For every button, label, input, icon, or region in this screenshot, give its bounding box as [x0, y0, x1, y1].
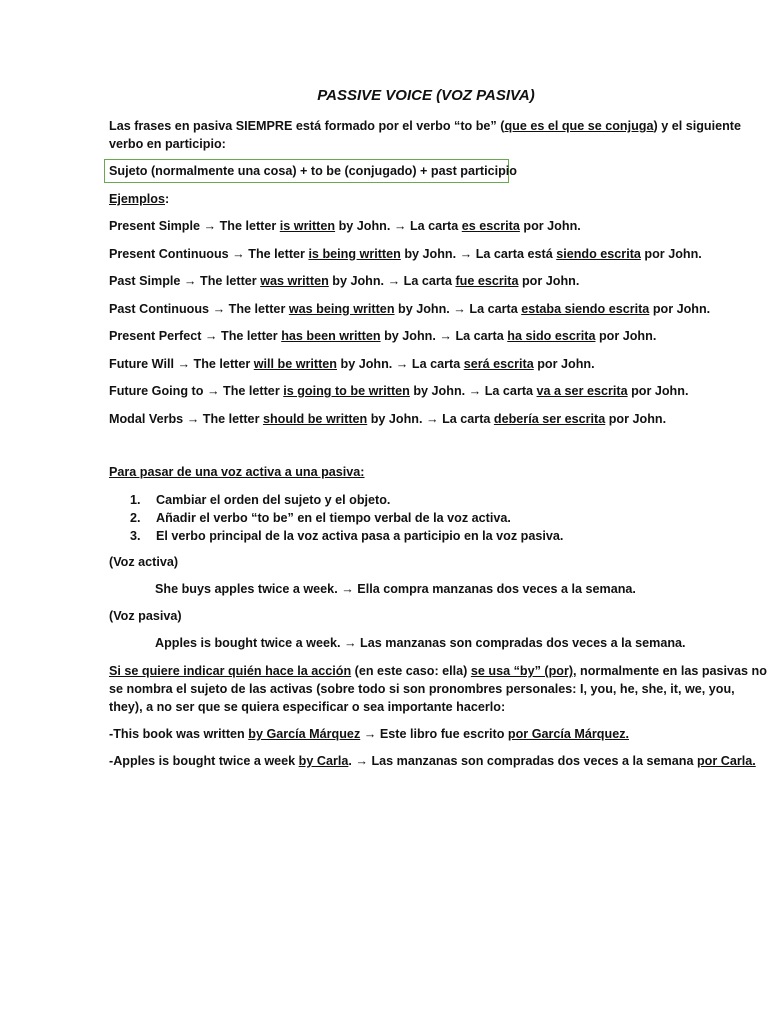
example-row	[109, 412, 666, 426]
example-es-end: por John.	[652, 301, 711, 316]
step-number: 2.	[130, 511, 141, 525]
step-item	[130, 527, 563, 545]
example-es-pre: La carta	[403, 274, 452, 288]
arrow-icon: →	[426, 411, 439, 426]
steps-list	[130, 491, 563, 545]
passive-example-es: Las manzanas son compradas dos veces a la semana.	[360, 636, 686, 650]
examples-heading	[109, 192, 169, 206]
example-en-mid: by John.	[404, 246, 457, 261]
example-es-verb: debería ser escrita	[493, 411, 606, 426]
agent-example-2	[109, 754, 756, 768]
example-en-mid: by John.	[340, 356, 393, 371]
intro-text: Las frases en pasiva SIEMPRE está formado por el verbo “to be” (	[109, 119, 505, 133]
example-es-pre: La carta	[469, 301, 518, 316]
example-es-end: por John.	[521, 274, 580, 288]
example-en-pre: The letter	[202, 411, 260, 426]
agent-example-2-pre: -Apples is bought twice a week	[109, 754, 299, 768]
agent-text-1: (en este caso: ella)	[351, 664, 471, 678]
agent-example-1-u2: por García Márquez.	[507, 727, 629, 741]
example-en-mid: by John.	[338, 219, 391, 233]
step-text: El verbo principal de la voz activa pasa a participio en la voz pasiva.	[156, 529, 564, 543]
example-es-pre: La carta	[455, 329, 504, 343]
intro-line-2: verbo en participio:	[109, 137, 226, 151]
step-text: Añadir el verbo “to be” en el tiempo verbal de la voz activa.	[156, 511, 511, 525]
example-tense: Modal Verbs	[109, 411, 184, 426]
agent-text-2: normalmente en las pasivas no	[576, 664, 767, 678]
arrow-icon: →	[393, 219, 407, 233]
arrow-icon: →	[453, 301, 466, 316]
example-tense: Future Will	[109, 356, 174, 371]
intro-underlined: que es el que se conjuga	[504, 119, 654, 133]
example-es-end: por John.	[598, 329, 657, 343]
example-es-end: por John.	[523, 219, 581, 233]
example-row	[109, 274, 579, 288]
passive-example-en: Apples is bought twice a week.	[155, 636, 341, 650]
example-es-end: por John.	[644, 246, 702, 261]
agent-underlined-1: Si se quiere indicar quién hace la acción	[109, 664, 352, 678]
active-label: (Voz activa)	[109, 555, 179, 569]
conversion-heading: Para pasar de una voz activa a una pasiva:	[109, 465, 365, 479]
agent-example-2-u: by Carla	[298, 754, 349, 768]
agent-example-1-mid: Este libro fue escrito	[376, 727, 508, 741]
example-tense: Past Continuous	[109, 301, 210, 316]
formula-box: Sujeto (normalmente una cosa) + to be (conjugado) + past participio	[104, 159, 509, 183]
example-row	[109, 247, 702, 261]
example-en-mid: by John.	[413, 384, 466, 398]
example-es-verb: fue escrita	[455, 274, 519, 288]
example-en-verb: was being written	[288, 301, 395, 316]
example-en-verb: is going to be written	[283, 384, 410, 398]
arrow-icon: →	[203, 219, 217, 233]
example-en-verb: is written	[279, 219, 336, 233]
arrow-icon: →	[232, 246, 245, 261]
example-es-verb: ha sido escrita	[507, 329, 596, 343]
intro-line-1	[109, 119, 741, 133]
example-row	[109, 219, 581, 233]
example-en-pre: The letter	[228, 301, 286, 316]
step-item	[130, 509, 563, 527]
example-en-mid: by John.	[398, 301, 450, 316]
example-en-verb: has been written	[281, 329, 381, 343]
example-es-verb: va a ser escrita	[536, 384, 628, 398]
example-es-end: por John.	[631, 384, 689, 398]
arrow-icon: →	[439, 329, 452, 343]
agent-underlined-2: se usa “by” (por),	[470, 664, 577, 678]
example-es-end: por John.	[608, 411, 667, 426]
arrow-icon: →	[459, 246, 473, 261]
agent-example-2-u2: por Carla.	[696, 754, 756, 768]
example-es-verb: siendo escrita	[556, 246, 641, 261]
passive-example	[155, 636, 686, 650]
agent-example-1	[109, 727, 629, 741]
example-en-pre: The letter	[200, 274, 257, 288]
examples-heading-text: Ejemplos	[109, 192, 165, 206]
example-en-verb: will be written	[253, 356, 338, 371]
intro-text-end: ) y el siguiente	[653, 119, 741, 133]
example-es-verb: es escrita	[461, 219, 520, 233]
example-tense: Present Continuous	[109, 246, 229, 261]
agent-line-2: se nombra el sujeto de las activas (sobre todo si son pronombres personales: I, you, he, she, it, we, you,	[109, 682, 735, 696]
arrow-icon: →	[395, 356, 409, 371]
arrow-icon: →	[206, 384, 220, 398]
example-en-verb: should be written	[262, 411, 368, 426]
examples-heading-colon: :	[165, 192, 170, 206]
example-en-pre: The letter	[221, 329, 278, 343]
arrow-icon: →	[177, 356, 191, 371]
example-en-mid: by John.	[370, 411, 423, 426]
example-es-end: por John.	[537, 356, 595, 371]
example-en-mid: by John.	[332, 274, 385, 288]
arrow-icon: →	[183, 274, 197, 288]
agent-line-1	[109, 664, 767, 678]
example-en-pre: The letter	[223, 384, 280, 398]
step-item	[130, 491, 563, 509]
example-en-pre: The letter	[193, 356, 251, 371]
arrow-icon: →	[468, 384, 482, 398]
active-example-es: Ella compra manzanas dos veces a la semana.	[357, 582, 636, 596]
example-en-mid: by John.	[384, 329, 436, 343]
arrow-icon: →	[363, 727, 377, 741]
example-tense: Past Simple	[109, 274, 181, 288]
example-row	[109, 357, 595, 371]
example-tense: Present Perfect	[109, 329, 202, 343]
example-row	[109, 329, 656, 343]
example-es-pre: La carta	[409, 219, 459, 233]
agent-example-2-mid: . → Las manzanas son compradas dos veces a la semana	[348, 754, 697, 768]
arrow-icon: →	[343, 636, 357, 650]
step-number: 1.	[130, 493, 141, 507]
agent-example-1-u: by García Márquez	[248, 727, 361, 741]
arrow-icon: →	[341, 582, 354, 596]
example-es-pre: La carta	[484, 384, 534, 398]
example-row	[109, 384, 688, 398]
example-tense: Future Going to	[109, 384, 204, 398]
active-example-en: She buys apples twice a week.	[155, 582, 338, 596]
arrow-icon: →	[387, 274, 401, 288]
page-title: PASSIVE VOICE (VOZ PASIVA)	[317, 87, 535, 104]
passive-label: (Voz pasiva)	[109, 609, 182, 623]
arrow-icon: →	[186, 411, 200, 426]
agent-example-1-pre: -This book was written	[109, 727, 249, 741]
example-es-pre: La carta	[411, 356, 461, 371]
step-text: Cambiar el orden del sujeto y el objeto.	[156, 493, 391, 507]
example-en-verb: is being written	[308, 246, 401, 261]
step-number: 3.	[130, 529, 141, 543]
example-en-pre: The letter	[219, 219, 277, 233]
example-en-verb: was written	[260, 274, 329, 288]
example-es-verb: estaba siendo escrita	[521, 301, 650, 316]
agent-line-3: they), a no ser que se quiera especificar o sea importante hacerlo:	[109, 700, 506, 714]
example-tense: Present Simple	[109, 219, 200, 233]
example-es-pre: La carta	[442, 411, 491, 426]
arrow-icon: →	[204, 329, 218, 343]
example-es-verb: será escrita	[463, 356, 534, 371]
example-en-pre: The letter	[248, 246, 305, 261]
arrow-icon: →	[212, 301, 226, 316]
example-es-pre: La carta está	[475, 246, 553, 261]
active-example	[155, 582, 636, 596]
example-row	[109, 302, 710, 316]
